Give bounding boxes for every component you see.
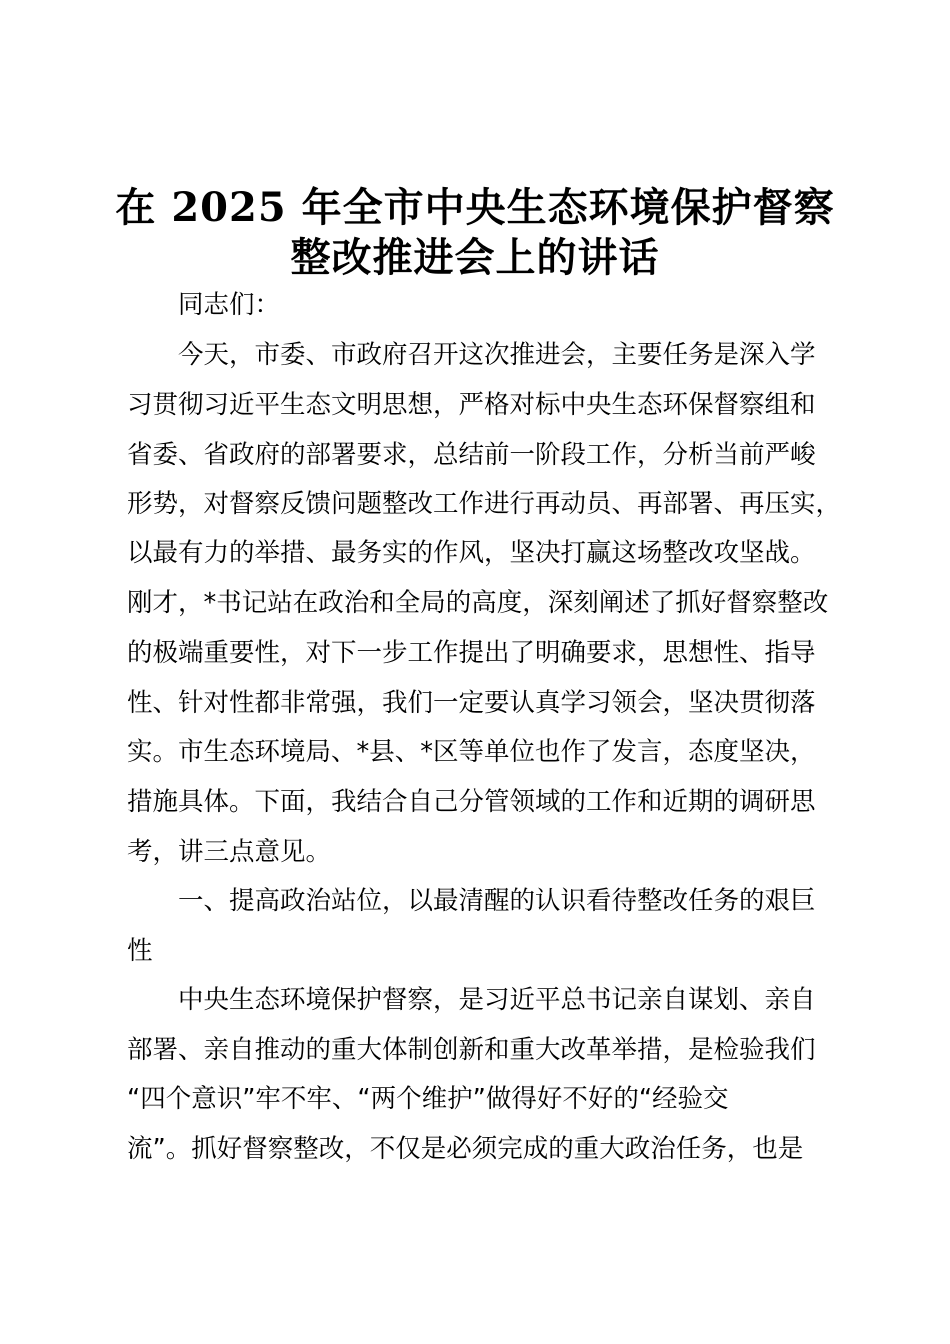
body-line: 实。市生态环境局、*县、*区等单位也作了发言，态度坚决，	[127, 737, 816, 767]
document-title-line-2: 整改推进会上的讲话	[290, 234, 660, 281]
document-title-line-1: 在 2025 年全市中央生态环境保护督察	[115, 184, 835, 231]
salutation: 同志们：	[178, 290, 281, 320]
body-line: 措施具体。下面，我结合自己分管领域的工作和近期的调研思	[127, 787, 816, 817]
body-line: 今天，市委、市政府召开这次推进会，主要任务是深入学	[178, 340, 816, 370]
body-line: 以最有力的举措、最务实的作风，坚决打赢这场整改攻坚战。	[127, 538, 816, 568]
body-line: 的极端重要性，对下一步工作提出了明确要求，思想性、指导	[127, 638, 816, 668]
body-line: 流”。抓好督察整改，不仅是必须完成的重大政治任务，也是	[127, 1134, 804, 1164]
body-line: 考，讲三点意见。	[127, 837, 332, 867]
section-heading-line-2: 性	[127, 936, 153, 966]
body-line: 中央生态环境保护督察，是习近平总书记亲自谋划、亲自	[178, 985, 816, 1015]
body-line: 省委、省政府的部署要求，总结前一阶段工作，分析当前严峻	[127, 440, 816, 470]
body-line: 部署、亲自推动的重大体制创新和重大改革举措，是检验我们	[127, 1035, 816, 1065]
body-line: 形势，对督察反馈问题整改工作进行再动员、再部署、再压实，	[127, 489, 842, 519]
body-line: 性、针对性都非常强，我们一定要认真学习领会，坚决贯彻落	[127, 688, 816, 718]
body-line: “四个意识”牢不牢、“两个维护”做得好不好的“经验交	[127, 1084, 729, 1114]
body-line: 刚才，*书记站在政治和全局的高度，深刻阐述了抓好督察整改	[127, 588, 829, 618]
section-heading-line-1: 一、提高政治站位，以最清醒的认识看待整改任务的艰巨	[178, 886, 816, 916]
body-line: 习贯彻习近平生态文明思想，严格对标中央生态环保督察组和	[127, 390, 816, 420]
